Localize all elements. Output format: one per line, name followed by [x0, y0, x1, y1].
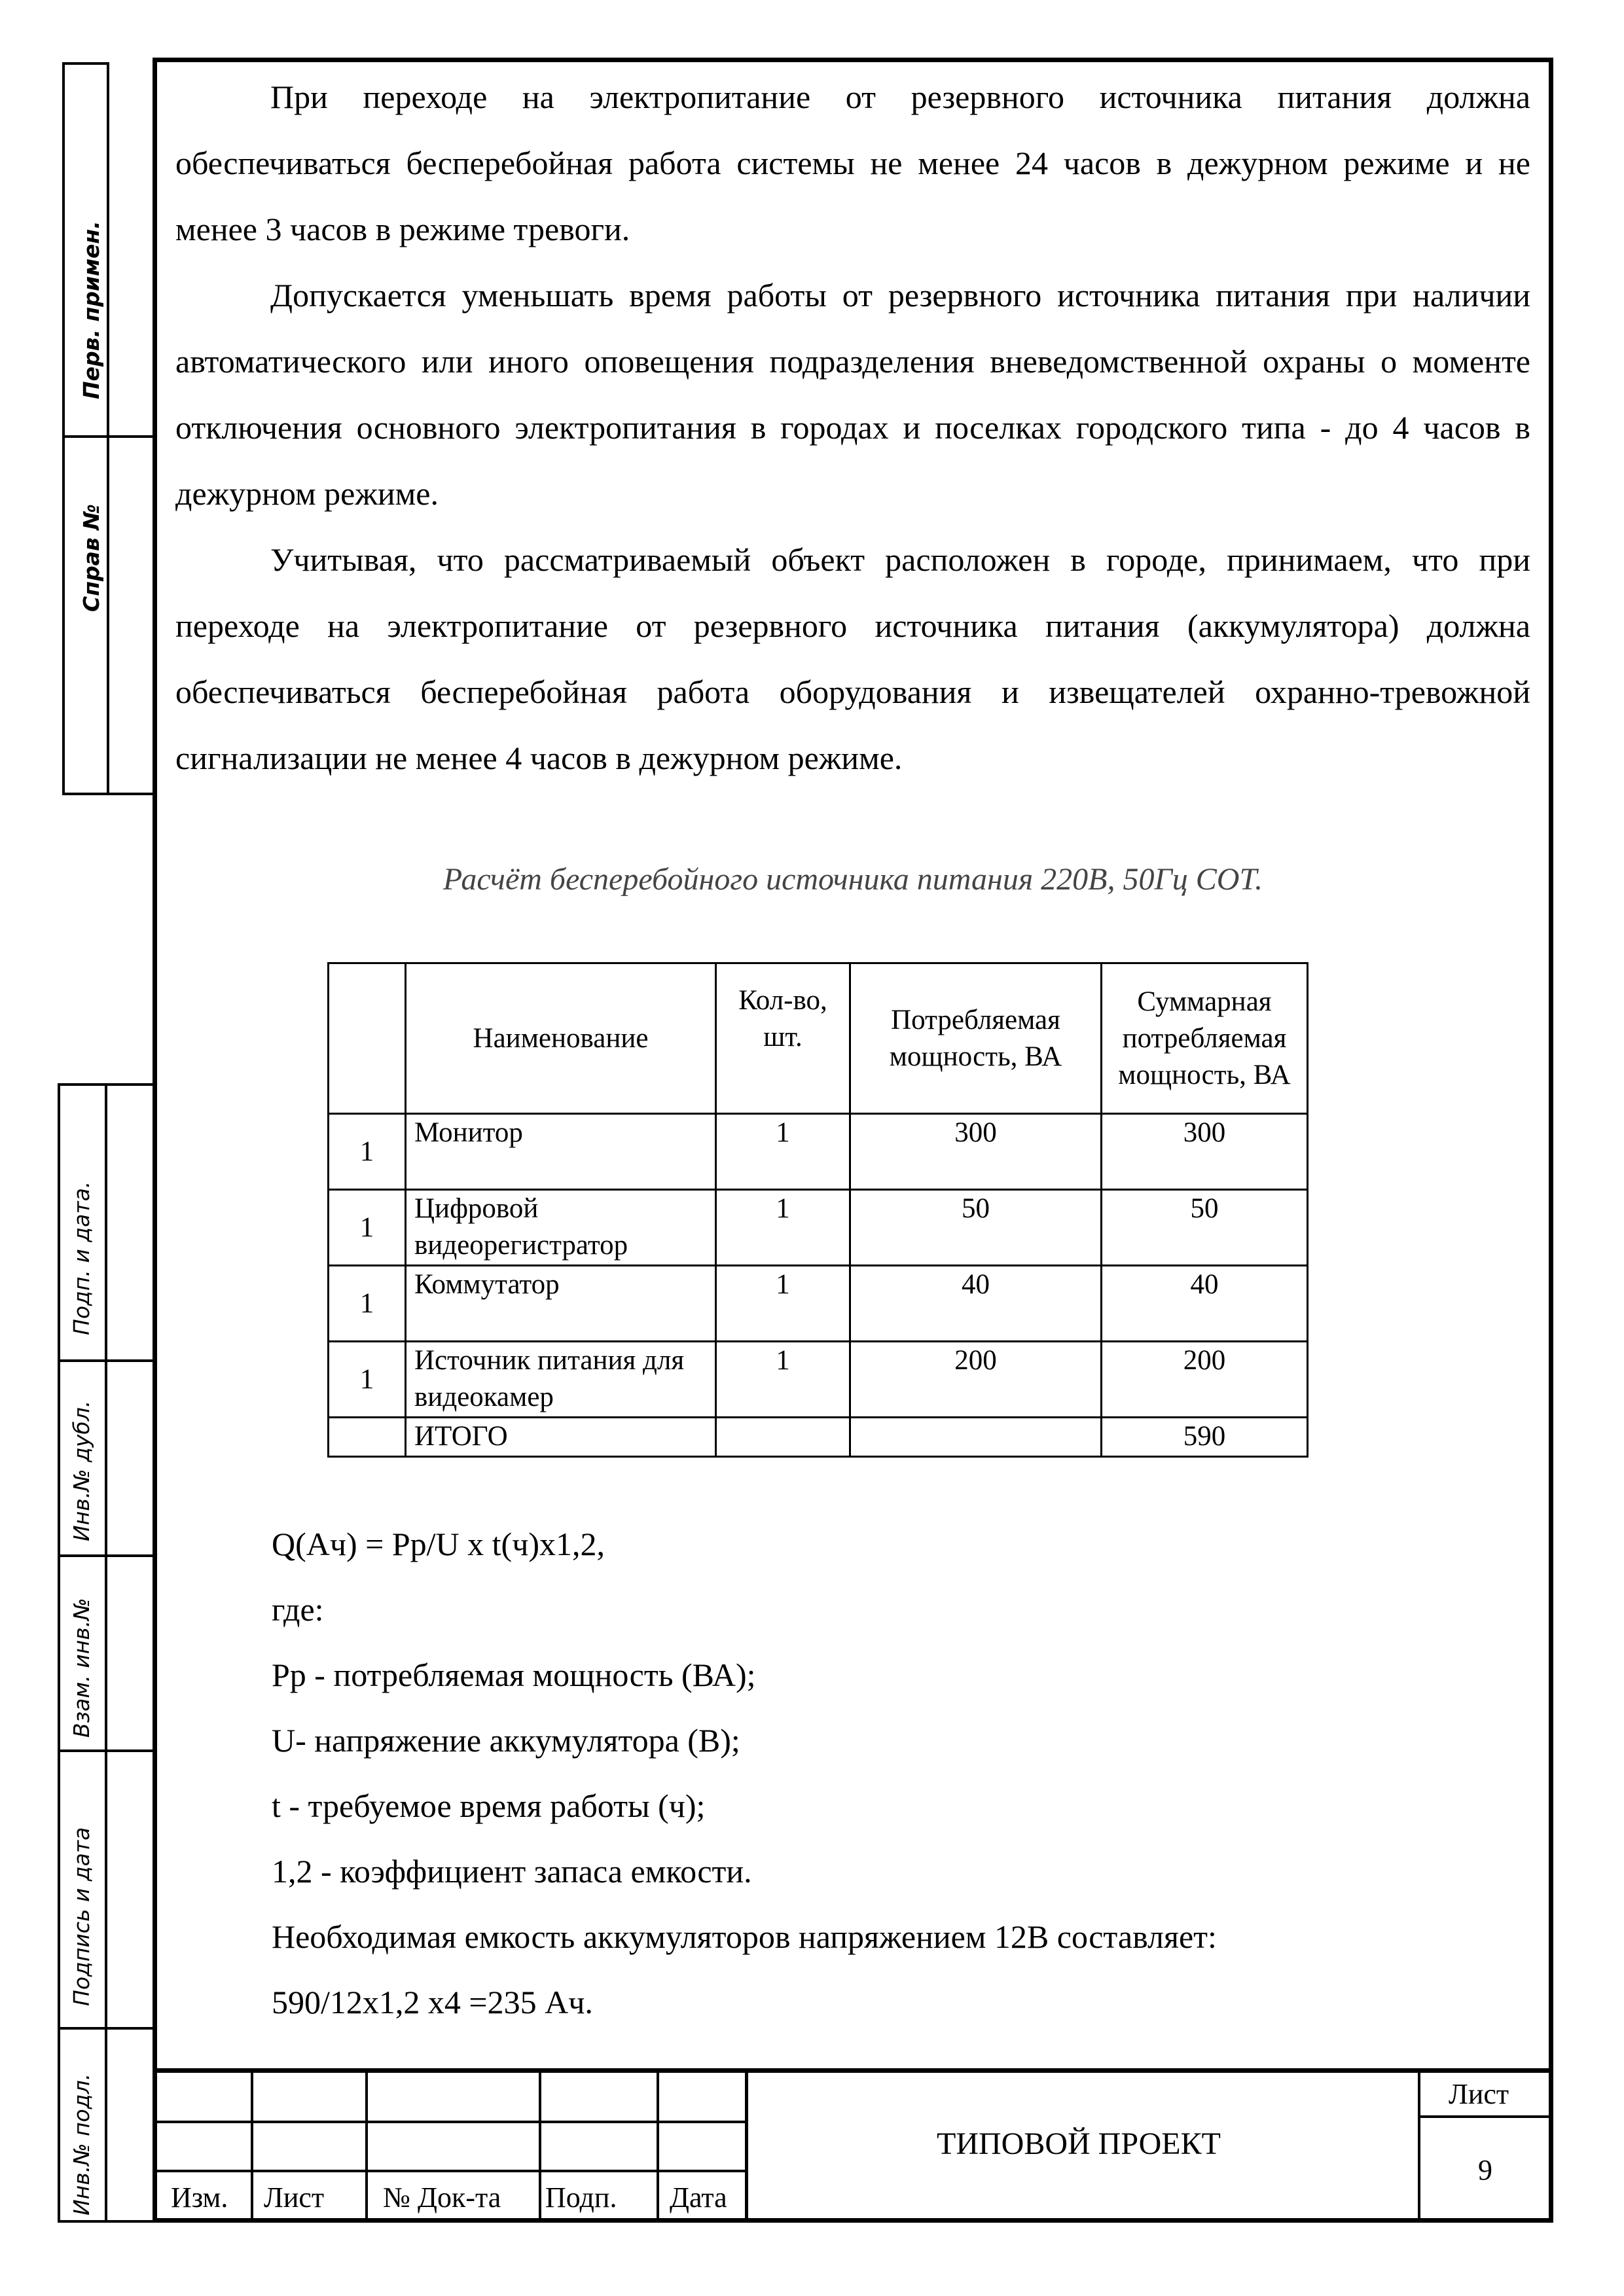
stamp-reference-label: Справ № [79, 504, 104, 612]
tb-col-sheet: Лист [264, 2181, 325, 2214]
row-qty: 1 [716, 1190, 850, 1266]
table-row [329, 1266, 1308, 1342]
formula-def-time: t - требуемое время работы (ч); [272, 1787, 706, 1824]
stamp-bottom-divider-1 [58, 1359, 153, 1362]
row-name: Цифровой видеорегистратор [406, 1190, 716, 1266]
tb-col-change: Изм. [171, 2181, 228, 2214]
stamp-top-divider-v [107, 62, 109, 795]
paragraph-1: При переходе на электропитание от резервного источника питания должна обеспечиваться бесперебойная работа системы не менее 24 часов в дежурном режиме и не менее 3 часов в режиме тревоги. [175, 79, 1530, 247]
formula-equation: Q(Ач) = Рр/U х t(ч)х1,2, [272, 1526, 605, 1562]
paragraph-2-block [175, 262, 1530, 527]
tb-grid-v4 [657, 2068, 659, 2223]
stamp-top-divider-h [62, 435, 153, 438]
stamp-bottom-divider-2 [58, 1554, 153, 1557]
table-row [329, 1114, 1308, 1190]
row-num: 1 [329, 1266, 406, 1342]
row-power: 40 [850, 1266, 1102, 1342]
paragraph-2: Допускается уменьшать время работы от резервного источника питания при наличии автоматического или иного оповещения подразделения вневедомственной охраны о моменте отключения основного электропитания в городах и поселках городского типа - до 4 часов в дежурном режиме. [175, 277, 1530, 512]
formula-def-coefficient: 1,2 - коэффициент запаса емкости. [272, 1853, 752, 1890]
row-total: 50 [1102, 1190, 1308, 1266]
row-power: 300 [850, 1114, 1102, 1190]
total-row-power [850, 1418, 1102, 1457]
row-total: 300 [1102, 1114, 1308, 1190]
total-row-value: 590 [1102, 1418, 1308, 1457]
row-power: 50 [850, 1190, 1102, 1266]
formula-def-voltage: U- напряжение аккумулятора (В); [272, 1722, 740, 1759]
tb-project-title: ТИПОВОЙ ПРОЕКТ [937, 2126, 1221, 2161]
formula-def-power: Рр - потребляемая мощность (ВА); [272, 1657, 756, 1693]
total-row-label: ИТОГО [406, 1418, 716, 1457]
tb-grid-v3 [539, 2068, 541, 2223]
stamp-orig-inv-label: Инв.№ подл. [69, 2073, 94, 2215]
row-name: Источник питания для видеокамер [406, 1342, 716, 1418]
table-row [329, 1342, 1308, 1418]
tb-col-sign: Подп. [545, 2181, 617, 2214]
power-table [327, 962, 1308, 1458]
table-header-row [329, 963, 1308, 1114]
table-header-power: Потребляемая мощность, ВА [850, 963, 1102, 1114]
row-total: 40 [1102, 1266, 1308, 1342]
tb-grid-h2 [153, 2170, 745, 2172]
tb-sheet-label: Лист [1449, 2078, 1509, 2110]
tb-grid-h1 [153, 2121, 745, 2123]
stamp-replace-inv-label: Взам. инв.№ [69, 1598, 94, 1738]
stamp-bottom-divider-3 [58, 1749, 153, 1752]
paragraph-3: Учитывая, что рассматриваемый объект расположен в городе, принимаем, что при переходе на электропитание от резервного источника питания (аккумулятора) должна обеспечиваться бесперебойная работа оборудования и извещателей охранно-тревожной сигнализации не менее 4 часов в дежурном режиме. [175, 541, 1530, 776]
tb-grid-v2 [365, 2068, 368, 2223]
paragraph-1-block [175, 64, 1530, 262]
row-qty: 1 [716, 1266, 850, 1342]
row-num: 1 [329, 1190, 406, 1266]
formula-where: где: [272, 1591, 324, 1628]
stamp-bottom-divider-4 [58, 2027, 153, 2030]
stamp-sign-date-label: Подп. и дата. [69, 1181, 94, 1335]
table-row [329, 1190, 1308, 1266]
stamp-bottom-divider-v [105, 1083, 107, 2223]
row-num: 1 [329, 1342, 406, 1418]
table-header-total: Суммарная потребляемая мощность, ВА [1102, 963, 1308, 1114]
row-qty: 1 [716, 1342, 850, 1418]
table-header-num [329, 963, 406, 1114]
total-row-qty [716, 1418, 850, 1457]
formula-conclusion: Необходимая емкость аккумуляторов напряжением 12В составляет: [272, 1918, 1217, 1955]
formula-result: 590/12х1,2 х4 =235 Ач. [272, 1984, 593, 2020]
stamp-signature-date-label: Подпись и дата [69, 1827, 94, 2006]
row-total: 200 [1102, 1342, 1308, 1418]
tb-col-doc: № Док-та [383, 2181, 501, 2214]
stamp-top-cap [62, 62, 108, 65]
row-qty: 1 [716, 1114, 850, 1190]
row-name: Монитор [406, 1114, 716, 1190]
tb-sheet-divider-v [1418, 2068, 1420, 2223]
tb-grid-v1 [251, 2068, 253, 2223]
table-header-qty: Кол-во, шт. [716, 963, 850, 1114]
table-total-row [329, 1418, 1308, 1457]
row-num: 1 [329, 1114, 406, 1190]
title-block-top-line [153, 2068, 1553, 2073]
table-header-name: Наименование [406, 963, 716, 1114]
tb-col-date: Дата [670, 2181, 727, 2214]
row-name: Коммутатор [406, 1266, 716, 1342]
total-row-num [329, 1418, 406, 1457]
table-caption: Расчёт бесперебойного источника питания 220В, 50Гц СОТ. [442, 862, 1263, 897]
stamp-dup-inv-label: Инв.№ дубл. [69, 1400, 94, 1541]
paragraph-3-block [175, 527, 1530, 791]
tb-sheet-divider-h [1418, 2115, 1553, 2118]
row-power: 200 [850, 1342, 1102, 1418]
title-block [153, 2068, 1553, 2223]
stamp-first-use-label: Перв. примен. [79, 221, 104, 399]
tb-sheet-number: 9 [1478, 2154, 1492, 2186]
tb-grid-v5 [745, 2068, 748, 2223]
